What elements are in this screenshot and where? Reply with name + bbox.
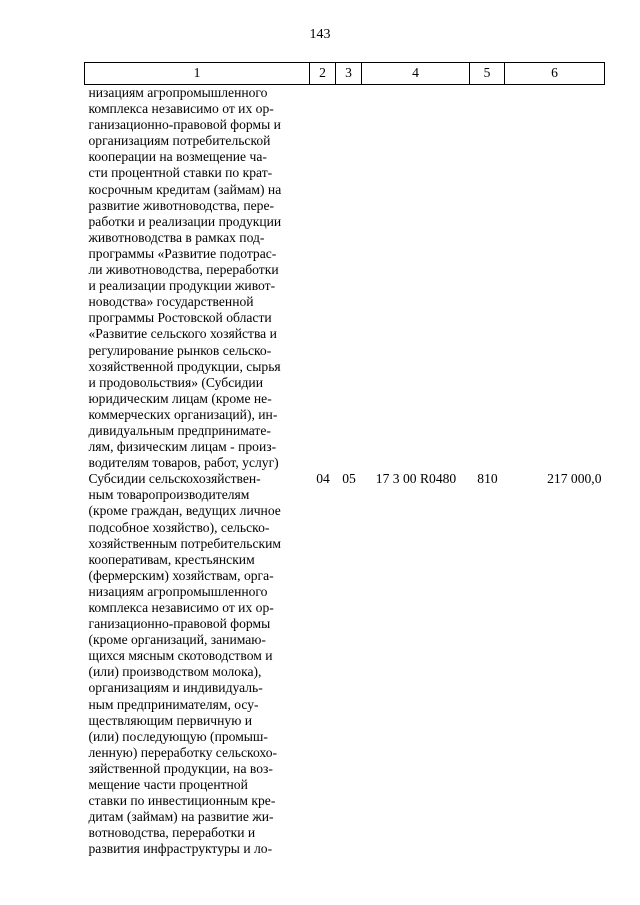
row-target	[362, 85, 470, 472]
row-subsection	[336, 85, 362, 472]
header-col-5: 5	[470, 63, 505, 85]
row-expense-type: 810	[477, 471, 498, 487]
row-expense-type	[470, 85, 505, 472]
table-row	[85, 85, 605, 472]
row-description: низациям агропромышленного комплекса независимо от их ор- ганизационно-правовой формы и организациям потребительской кооперации на возмещение ча- сти процентной ставки по крат- косрочным кредитам (займам) на развитие животноводства, пере- работки и реализации продукции животноводства в рамках под- программы «Развитие подотрас- ли животноводства, переработки и реализации продукции живот- новодства» государственной программы Ростовской области «Развитие сельского хозяйства и регулирование рынков сельско- хозяйственной продукции, сырья и продовольствия» (Субсидии юридическим лицам (кроме не- коммерческих организаций), ин- дивидуальным предпринимате- лям, физическим лицам - произ- водителям товаров, работ, услуг)	[88, 85, 282, 471]
header-col-2: 2	[310, 63, 336, 85]
row-section	[310, 85, 336, 472]
table-row	[85, 471, 605, 857]
header-col-3: 3	[336, 63, 362, 85]
row-subsection: 05	[342, 471, 356, 487]
budget-table	[84, 62, 605, 858]
header-col-4: 4	[362, 63, 470, 85]
row-amount: 217 000,0	[547, 471, 602, 487]
row-target: 17 3 00 R0480	[375, 471, 457, 487]
row-description: Субсидии сельскохозяйствен- ным товаропроизводителям (кроме граждан, ведущих личное подсобное хозяйство), сельско- хозяйственным потребительским кооперативам, крестьянским (фермерским) хозяйствам, орга- низациям агропромышленного комплекса независимо от их ор- ганизационно-правовой формы (кроме организаций, занимаю- щихся мясным скотоводством и (или) производством молока), организациям и индивидуаль- ным предпринимателям, осу- ществляющим первичную и (или) последующую (промыш- ленную) переработку сельскохо- зяйственной продукции, на воз- мещение части процентной ставки по инвестиционным кре- дитам (займам) на развитие жи- вотноводства, переработки и развития инфраструктуры и ло-	[88, 471, 281, 857]
row-section: 04	[316, 471, 330, 487]
row-amount	[505, 85, 605, 472]
header-col-6: 6	[505, 63, 605, 85]
page-number: 143	[309, 27, 331, 42]
header-row	[85, 63, 605, 85]
header-col-1: 1	[85, 63, 310, 85]
